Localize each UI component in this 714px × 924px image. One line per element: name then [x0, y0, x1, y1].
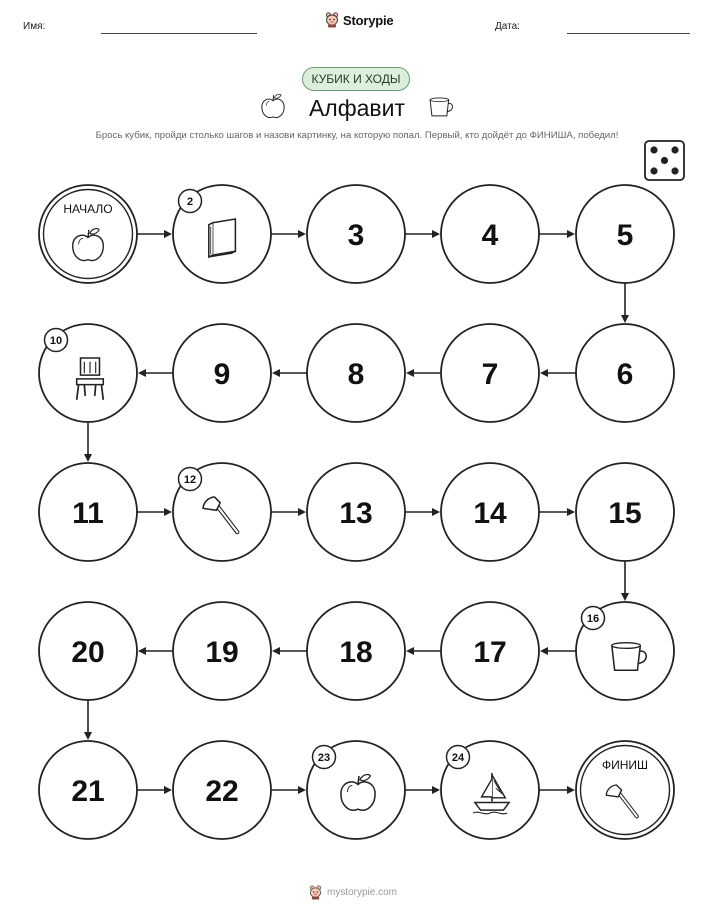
cell-number-label: 19 — [205, 636, 239, 669]
path-arrow — [539, 508, 575, 516]
cell-number-label: 23 — [317, 752, 331, 764]
path-arrow — [272, 647, 307, 655]
board-cell-number — [307, 602, 405, 700]
instructions-text: Брось кубик, пройди столько шагов и назови картинку, на которую попал. Первый, кто дойдёт до ФИНИША, победил! — [95, 130, 619, 141]
board-cell-number — [39, 602, 137, 700]
cell-number-label: 6 — [616, 358, 634, 391]
page-title: Алфавит — [308, 95, 406, 121]
cell-number-label: 18 — [339, 636, 373, 669]
board-cell-finish — [576, 741, 674, 839]
apple-icon — [262, 94, 284, 117]
cell-number-label: 8 — [347, 358, 365, 391]
path-arrow — [406, 369, 441, 377]
cell-number-label: 7 — [481, 358, 499, 391]
path-arrow — [621, 283, 629, 323]
path-arrow — [138, 369, 173, 377]
board-cell-number — [441, 185, 539, 283]
board-cell-number — [307, 463, 405, 561]
name-label: Имя: — [23, 21, 46, 32]
path-arrow — [540, 369, 576, 377]
path-arrow — [271, 230, 306, 238]
path-arrow — [539, 230, 575, 238]
board-cell-number — [39, 741, 137, 839]
dice-five-icon — [645, 141, 684, 180]
date-label: Дата: — [495, 21, 520, 32]
cell-number-label: 15 — [608, 497, 642, 530]
cell-number-label: 5 — [616, 219, 634, 252]
cell-number-label: 14 — [473, 497, 507, 530]
footer-site: mystorypie.com — [327, 887, 398, 898]
path-arrow — [272, 369, 307, 377]
path-arrow — [540, 647, 576, 655]
board-cell-picture — [576, 602, 674, 700]
cell-number-label: 13 — [339, 497, 373, 530]
cell-number-label: 12 — [183, 474, 197, 486]
path-arrow — [405, 786, 440, 794]
cell-number-label: 17 — [473, 636, 507, 669]
finish-label: ФИНИШ — [601, 758, 649, 772]
cell-number-label: 10 — [49, 335, 63, 347]
brand-name: Storypie — [343, 12, 394, 28]
path-arrow — [405, 508, 440, 516]
path-arrow — [137, 230, 172, 238]
board-cell-start — [39, 185, 137, 283]
path-arrow — [84, 422, 92, 462]
path-arrow — [84, 700, 92, 740]
board-cell-picture — [39, 324, 137, 422]
board-cell-number — [576, 185, 674, 283]
start-label: НАЧАЛО — [63, 202, 113, 216]
board-cell-number — [39, 463, 137, 561]
cell-number-label: 24 — [451, 752, 465, 764]
cup-icon — [430, 98, 452, 116]
path-arrow — [271, 786, 306, 794]
cell-number-label: 4 — [481, 219, 499, 252]
cell-number-label: 2 — [186, 196, 194, 208]
footer — [309, 885, 397, 900]
board-cell-number — [441, 463, 539, 561]
path-arrow — [138, 647, 173, 655]
path-arrow — [405, 230, 440, 238]
cell-number-label: 11 — [72, 497, 104, 530]
board-cell-number — [441, 324, 539, 422]
board-cell-number — [173, 602, 271, 700]
cell-number-label: 21 — [71, 775, 105, 808]
path-arrow — [406, 647, 441, 655]
board-cell-picture — [307, 741, 405, 839]
storypie-mascot-icon — [309, 885, 322, 900]
path-arrow — [137, 786, 172, 794]
cell-number-label: 9 — [213, 358, 231, 391]
board-cell-number — [307, 324, 405, 422]
board-cell-number — [307, 185, 405, 283]
book-icon — [209, 219, 236, 257]
path-arrow — [137, 508, 172, 516]
category-badge: КУБИК И ХОДЫ — [302, 67, 410, 91]
board-cell-number — [576, 324, 674, 422]
board-cell-number — [173, 741, 271, 839]
board-cell-number — [576, 463, 674, 561]
board-cell-number — [441, 602, 539, 700]
board-cell-number — [173, 324, 271, 422]
cell-number-label: 20 — [71, 636, 105, 669]
board-cell-picture — [173, 185, 271, 283]
cell-number-label: 22 — [205, 775, 239, 808]
cell-number-label: 3 — [347, 219, 365, 252]
path-arrow — [621, 561, 629, 601]
board-cell-picture — [441, 741, 539, 839]
path-arrow — [271, 508, 306, 516]
cell-number-label: 16 — [586, 613, 600, 625]
board-cell-picture — [173, 463, 271, 561]
path-arrow — [539, 786, 575, 794]
